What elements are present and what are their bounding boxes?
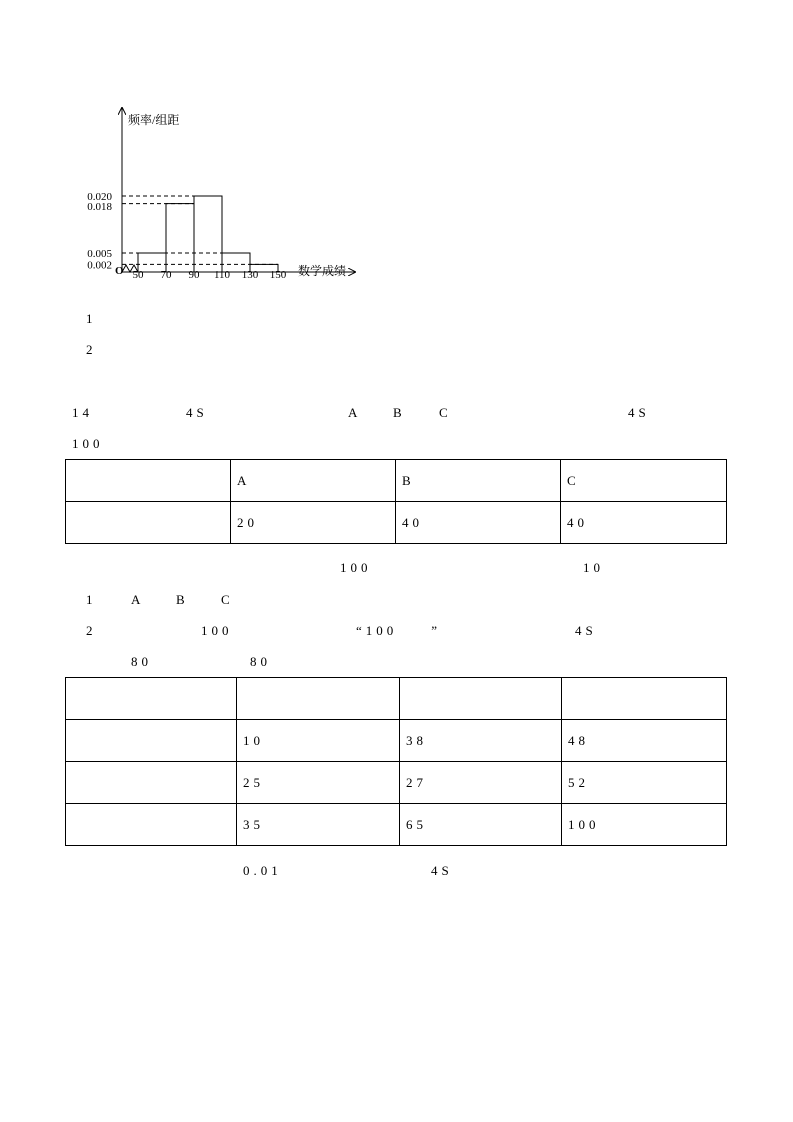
table-cell [562, 678, 727, 720]
sub-question-1: 1 [86, 592, 93, 607]
table-cell [66, 502, 231, 544]
x-tick-label: 50 [132, 269, 144, 281]
y-tick-label: 0.002 [87, 259, 112, 272]
sub1-option-b: B [176, 592, 185, 607]
sub2-80-b: 80 [250, 654, 271, 669]
y-tick-label: 0.020 [87, 191, 112, 203]
frequency-histogram [80, 100, 370, 285]
x-axis-label: 数学成绩 [298, 264, 347, 278]
table-cell [66, 720, 237, 762]
table-cell: 48 [562, 720, 727, 762]
table-cell: A [231, 460, 396, 502]
histogram-bars [138, 196, 278, 272]
table-cell [400, 678, 562, 720]
footer-score: 4S [431, 863, 453, 878]
table-cell [66, 762, 237, 804]
q14-score: 4S [186, 405, 208, 420]
y-tick-label: 0.018 [87, 201, 112, 213]
table-cell: 20 [231, 502, 396, 544]
sub2-score: 4S [575, 623, 597, 638]
table-cell: 38 [400, 720, 562, 762]
q14-score-2: 4S [628, 405, 650, 420]
table-cell: 25 [237, 762, 400, 804]
x-tick-label: 70 [160, 269, 172, 281]
table-cell: 65 [400, 804, 562, 846]
histogram-bar [166, 204, 194, 272]
sub2-80-a: 80 [131, 654, 152, 669]
sub1-option-a: A [131, 592, 141, 607]
x-tick-label: 150 [269, 269, 287, 281]
x-tick-labels [133, 269, 287, 281]
contingency-table [65, 677, 727, 846]
q14-number: 14 [72, 405, 93, 420]
table-row [66, 502, 727, 544]
histogram-bar [194, 196, 222, 272]
table-cell: B [396, 460, 561, 502]
chart-axes [122, 108, 355, 272]
q13-part-1: 1 [86, 311, 93, 326]
table-cell: 40 [561, 502, 727, 544]
q14-option-a: A [348, 405, 358, 420]
table-row [66, 720, 727, 762]
table-cell [237, 678, 400, 720]
q14-sample-count: 100 [72, 436, 104, 451]
sub2-quoted-100: “100 ” [356, 623, 442, 638]
table-cell: 52 [562, 762, 727, 804]
table-cell: 35 [237, 804, 400, 846]
dashed-reference-lines [122, 196, 278, 264]
sub1-option-c: C [221, 592, 230, 607]
x-tick-label: 90 [188, 269, 200, 281]
sub-question-2: 2 [86, 623, 93, 638]
x-tick-label: 130 [241, 269, 259, 281]
y-tick-label: 0.005 [87, 248, 112, 260]
distribution-table [65, 459, 727, 544]
q14-option-c: C [439, 405, 448, 420]
table-cell: C [561, 460, 727, 502]
footer-probability: 0.01 [243, 863, 282, 878]
table-cell [66, 678, 237, 720]
note-100: 100 [340, 560, 372, 575]
y-tick-labels [87, 191, 112, 271]
table-cell [66, 460, 231, 502]
table-header-row [66, 678, 727, 720]
q13-part-2: 2 [86, 342, 93, 357]
table-cell: 10 [237, 720, 400, 762]
table-cell: 27 [400, 762, 562, 804]
sub2-100: 100 [201, 623, 233, 638]
note-10: 10 [583, 560, 604, 575]
table-cell: 100 [562, 804, 727, 846]
q14-option-b: B [393, 405, 402, 420]
table-row [66, 762, 727, 804]
origin-label: O [115, 265, 124, 277]
table-cell [66, 804, 237, 846]
table-cell: 40 [396, 502, 561, 544]
table-row [66, 804, 727, 846]
table-header-row [66, 460, 727, 502]
x-tick-label: 110 [213, 269, 231, 281]
y-axis-label: 频率/组距 [128, 113, 180, 127]
